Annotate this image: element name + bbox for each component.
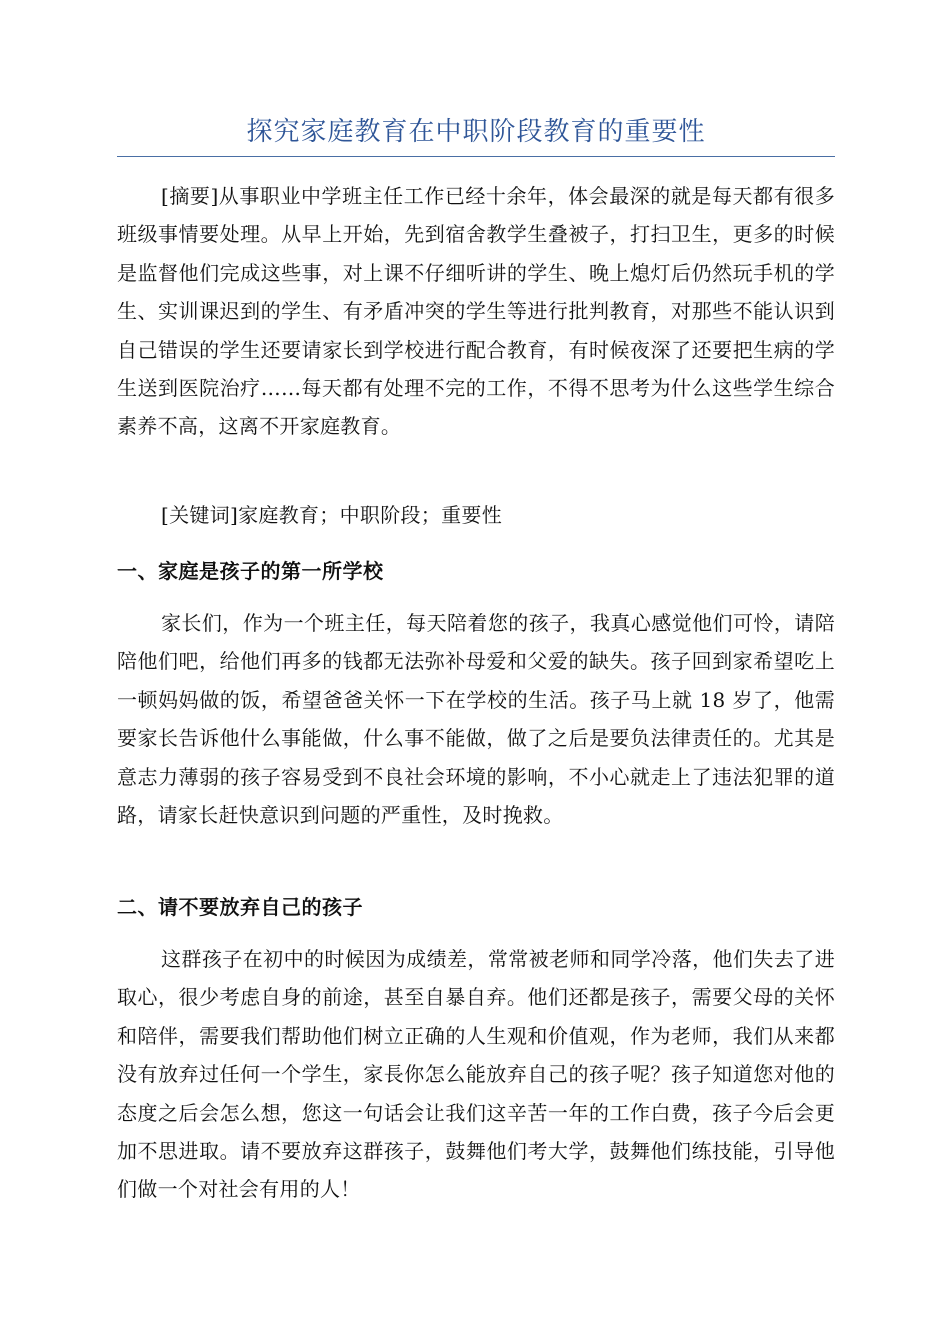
document-title: 探究家庭教育在中职阶段教育的重要性: [246, 117, 706, 147]
abstract-paragraph: [摘要]从事职业中学班主任工作已经十余年，体会最深的就是每天都有很多班级事情要处理。从早上开始，先到宿舍教学生叠被子，打扫卫生，更多的时候是监督他们完成这些事，对上课不仔细听讲的学生、晚上熄灯后仍然玩手机的学生、实训课迟到的学生、有矛盾冲突的学生等进行批判教育，对那些不能认识到自己错误的学生还要请家长到学校进行配合教育，有时候夜深了还要把生病的学生送到医院治疗……每天都有处理不完的工作，不得不思考为什么这些学生综合素养不高，这离不开家庭教育。: [117, 184, 835, 439]
section-body-1: 家长们，作为一个班主任，每天陪着您的孩子，我真心感觉他们可怜，请陪陪他们吧，给他们再多的钱都无法弥补母爱和父爱的缺失。孩子回到家希望吃上一顿妈妈做的饭，希望爸爸关怀一下在学校的生活。孩子马上就 18 岁了，他需要家长告诉他什么事能做，什么事不能做，做了之后是要负法律责任的。尤其是意志力薄弱的孩子容易受到不良社会环境的影响，不小心就走上了违法犯罪的道路，请家长赶快意识到问题的严重性，及时挽救。: [117, 611, 835, 828]
section-body-2: 这群孩子在初中的时候因为成绩差，常常被老师和同学冷落，他们失去了进取心，很少考虑自身的前途，甚至自暴自弃。他们还都是孩子，需要父母的关怀和陪伴，需要我们帮助他们树立正确的人生观和价值观，作为老师，我们从来都没有放弃过任何一个学生，家長你怎么能放弃自己的孩子呢？孩子知道您对他的态度之后会怎么想，您这一句话会让我们这辛苦一年的工作白费，孩子今后会更加不思进取。请不要放弃这群孩子，鼓舞他们考大学，鼓舞他们练技能，引导他们做一个对社会有用的人！: [117, 947, 835, 1202]
section-heading-1: 一、家庭是孩子的第一所学校: [117, 559, 384, 583]
title-block: [117, 112, 835, 157]
section-heading-2: 二、请不要放弃自己的孩子: [117, 895, 363, 919]
keywords-paragraph: [关键词]家庭教育；中职阶段；重要性: [161, 503, 503, 527]
